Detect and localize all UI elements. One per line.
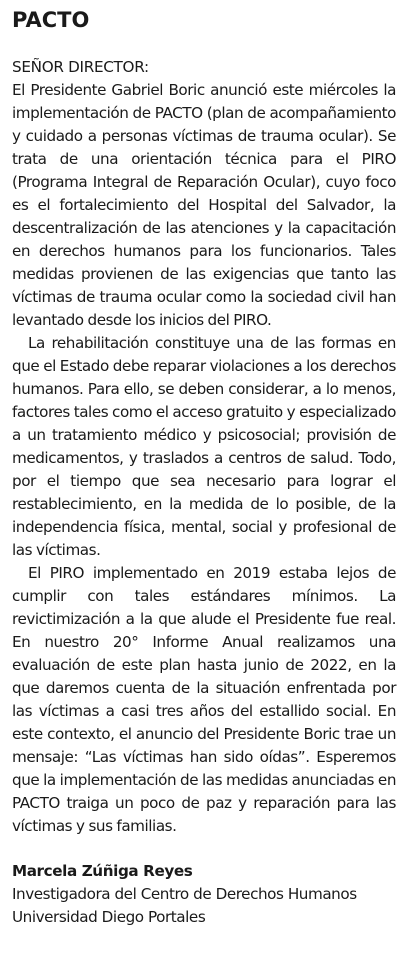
letter-signature bbox=[12, 860, 396, 929]
letter-paragraph-1: El Presidente Gabriel Boric anunció este miércoles la implementación de PACTO (plan de acompañamiento y cuidado a personas víctimas de trauma ocular). Se trata de una orientación técnica para el PIRO (Programa Integral de Reparación Ocular), cuyo foco es el fortalecimiento del Hospital del Salvador, la descentralización de las atenciones y la capacitación en derechos humanos para los funcionarios. Tales medidas provienen de las exigencias que tanto las víctimas de trauma ocular como la sociedad civil han levantado desde los inicios del PIRO. bbox=[12, 81, 396, 329]
letter-title: PACTO bbox=[12, 8, 90, 32]
letter-paragraph-2: La rehabilitación constituye una de las formas en que el Estado debe reparar violaciones a los derechos humanos. Para ello, se deben considerar, a lo menos, factores tales como el acceso gratuito y especializado a un tratamiento médico y psicosocial; provisión de medicamentos, y traslados a centros de salud. Todo, por el tiempo que sea necesario para lograr el restablecimiento, en la medida de lo posible, de la independencia física, mental, social y profesional de las víctimas. bbox=[12, 334, 396, 559]
author-institution: Universidad Diego Portales bbox=[12, 908, 206, 926]
author-role: Investigadora del Centro de Derechos Humanos bbox=[12, 885, 357, 903]
letter-article bbox=[12, 6, 396, 929]
letter-paragraph-3: El PIRO implementado en 2019 estaba lejos de cumplir con tales estándares mínimos. La revictimización a la que alude el Presidente fue real. En nuestro 20° Informe Anual realizamos una evaluación de este plan hasta junio de 2022, en la que daremos cuenta de la situación enfrentada por las víctimas a casi tres años del estallido social. En este contexto, el anuncio del Presidente Boric trae un mensaje: “Las víctimas han sido oídas”. Esperemos que la implementación de las medidas anunciadas en PACTO traiga un poco de paz y reparación para las víctimas y sus familias. bbox=[12, 564, 396, 835]
letter-salutation: SEÑOR DIRECTOR: bbox=[12, 58, 149, 76]
author-name: Marcela Zúñiga Reyes bbox=[12, 862, 193, 880]
